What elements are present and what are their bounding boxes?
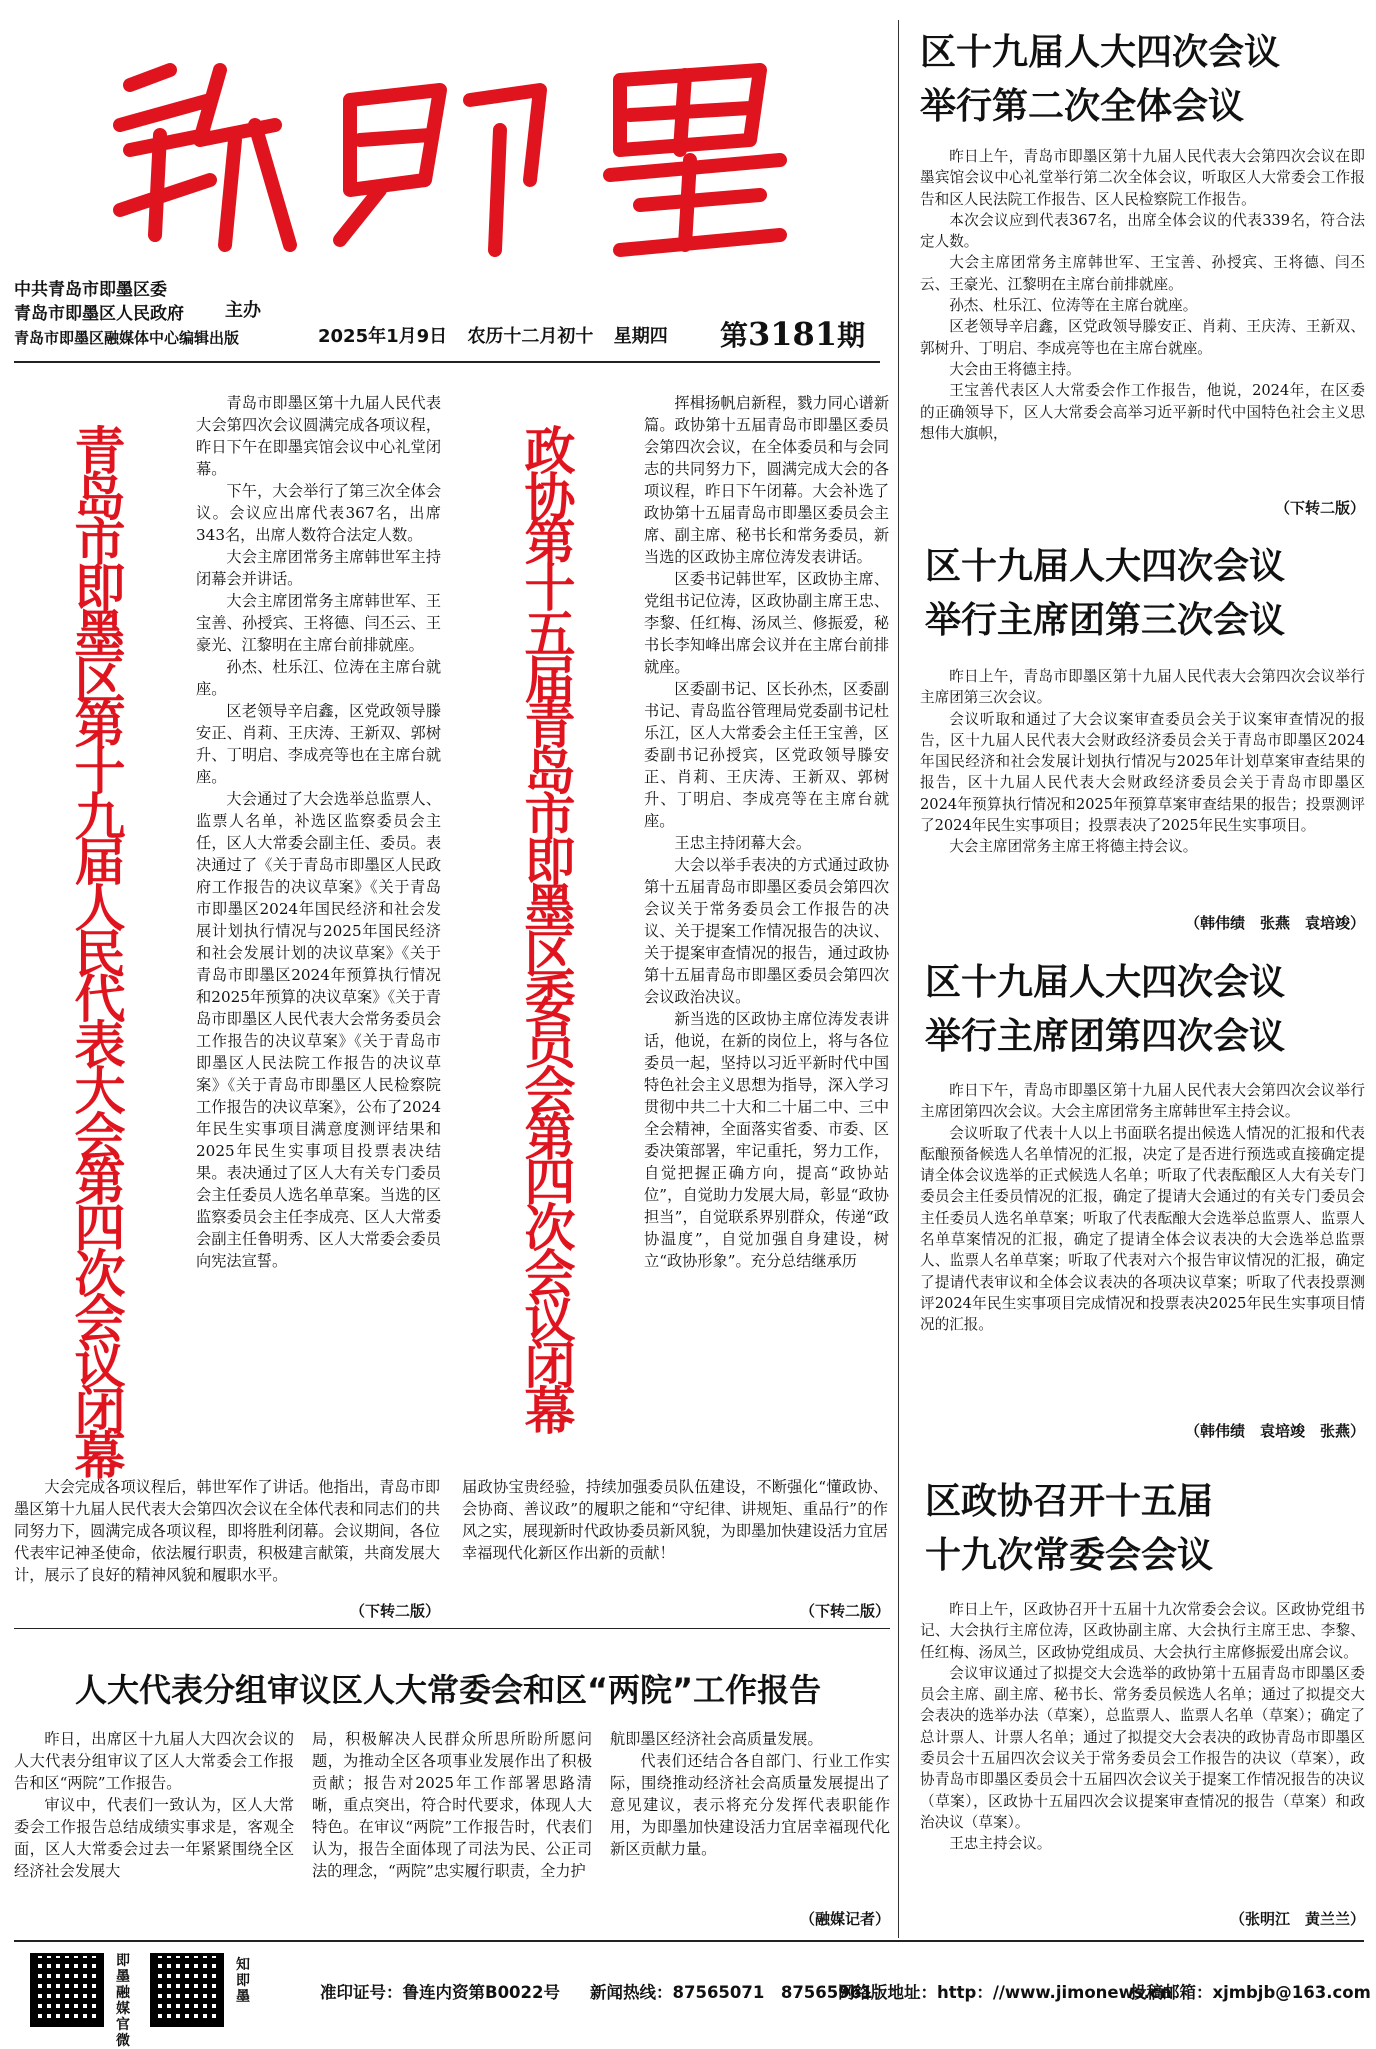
paragraph: 大会主席团常务主席韩世军、王宝善、孙授宾、王将德、闫丕云、王豪光、江黎明在主席台前排就座。: [196, 592, 441, 654]
dateline: [318, 322, 682, 348]
column-rule: [898, 20, 899, 1938]
publisher-lines: [14, 278, 239, 350]
paragraph: 大会完成各项议程后，韩世军作了讲话。他指出，青岛市即墨区第十九届人民代表大会第四次会议在全体代表和同志们的共同努力下，圆满完成各项议程，即将胜利闭幕。会议期间，各位代表牢记神圣使命，依法履行职责，积极建言献策，共商发展大计，展示了良好的精神风貌和履职水平。: [14, 1478, 440, 1584]
paragraph: 会议听取了代表十人以上书面联名提出候选人情况的汇报和代表酝酿预备候选人名单情况的汇报，决定了是否进行预选或直接确定提请全体会议选举的正式候选人名单；听取了代表酝酿区人大有关专门委员会主任委员情况的汇报，确定了提请大会通过的有关专门委员会主任委员人选名单草案；听取了代表酝酿大会选举总监票人、监票人名单草案情况的汇报，确定了提请全体会议表决的大会选举总监票人、监票人名单草案；听取了代表对六个报告审议情况的汇报，确定了提请代表审议和全体会议表决的各项决议草案；听取了代表投票测评2024年民生实事项目完成情况和投票表决2025年民生实事项目情况的汇报。: [920, 1124, 1365, 1334]
paragraph: 区老领导辛启鑫，区党政领导滕安正、肖莉、王庆涛、王新双、郭树升、丁明启、李成亮等也在主席台就座。: [196, 702, 441, 786]
paragraph: 本次会议应到代表367名，出席全体会议的代表339名，符合法定人数。: [920, 211, 1365, 251]
lead2-body: [644, 392, 889, 1272]
publisher-line: 中共青岛市即墨区委: [14, 280, 167, 300]
qr-label: 即墨融媒官微: [116, 1953, 130, 2049]
lead1-body: [196, 392, 441, 1272]
right1-sign: （下转二版）: [1274, 499, 1365, 517]
paragraph: 大会以举手表决的方式通过政协第十五届青岛市即墨区委员会第四次会议关于常务委员会工作报告的决议、关于提案工作情况报告的决议、关于提案审查情况的报告，通过政协第十五届青岛市即墨区委员会第四次会议政治决议。: [644, 856, 889, 1006]
lead2-headline: 政协第十五届青岛市即墨区委员会第四次会议闭幕: [524, 423, 576, 1442]
right4-title: 区政协召开十五届 十九次常委会会议: [925, 1481, 1214, 1576]
paragraph: 孙杰、杜乐江、位涛在主席台就座。: [196, 658, 441, 698]
website-link[interactable]: 网络版地址：http：//www.jimonews.cn: [838, 1983, 1172, 2002]
right2-sign: （韩伟绩 张燕 袁培竣）: [1184, 914, 1365, 932]
right2-body: [920, 666, 1365, 858]
paragraph: 大会主席团常务主席韩世军、王宝善、孙授宾、王将德、闫丕云、王豪光、江黎明在主席台前排就座。: [920, 254, 1365, 293]
paragraph: 大会由王将德主持。: [949, 360, 1081, 378]
lunar-date: 农历十二月初十: [467, 326, 594, 347]
bottom-col1: [14, 1728, 294, 1882]
right3-title: 区十九届人大四次会议 举行主席团第四次会议: [925, 962, 1286, 1057]
bottom-col3: [610, 1728, 890, 1860]
footer: [0, 1945, 1376, 2049]
right4-body: [920, 1599, 1365, 1855]
right1-title: 区十九届人大四次会议 举行第二次全体会议: [920, 32, 1281, 127]
paragraph: 区委书记韩世军，区政协主席、党组书记位涛，区政协副主席王忠、李黎、任红梅、汤凤兰、修振爱，秘书长李知峰出席会议并在主席台前排就座。: [644, 570, 889, 676]
paragraph: 区委副书记、区长孙杰，区委副书记、青岛监谷管理局党委副书记杜乐江，区人大常委会主任王宝善，区委副书记孙授宾，区党政领导滕安正、肖莉、王庆涛、王新双、郭树升、丁明启、李成亮等在主席台就座。: [644, 680, 889, 830]
license-number: 准印证号：鲁连内资第B0022号: [320, 1983, 560, 2002]
paragraph: 王忠主持会议。: [949, 1835, 1052, 1853]
email-link[interactable]: 投稿邮箱：xjmbjb@163.com: [1130, 1983, 1371, 2002]
paragraph: 会议听取和通过了大会议案审查委员会关于议案审查情况的报告，区十九届人民代表大会财政经济委员会关于青岛市即墨区2024年国民经济和社会发展计划执行情况与2025年计划草案审查结果的报告，区十九届人民代表大会财政经济委员会关于青岛市即墨区2024年预算执行情况和2025年预算草案审查结果的报告；投票测评了2024年民生实事项目；投票表决了2025年民生实事项目。: [920, 710, 1365, 835]
weekday: 星期四: [613, 326, 668, 347]
masthead-rule: [14, 361, 880, 363]
paragraph: 届政协宝贵经验，持续加强委员队伍建设，不断强化“懂政协、会协商、善议政”的履职之能和“守纪律、讲规矩、重品行”的作风之实，展现新时代政协委员新风貌，为即墨加快建设活力宜居幸福现代化新区作出新的贡献！: [462, 1478, 888, 1562]
masthead-logo: [60, 30, 840, 270]
qr-code-icon[interactable]: [150, 1953, 224, 2027]
paragraph: 航即墨区经济社会高质量发展。: [610, 1730, 823, 1748]
right3-body: [920, 1080, 1365, 1336]
bottom-col2: [312, 1728, 592, 1882]
host-label: 主办: [225, 300, 261, 321]
right4-sign: （张明江 黄兰兰）: [1229, 1910, 1365, 1928]
paragraph: 大会主席团常务主席王将德主持会议。: [949, 838, 1198, 856]
footer-rule: [14, 1940, 1364, 1942]
right3-sign: （韩伟绩 袁培竣 张燕）: [1184, 1422, 1365, 1440]
divider: [14, 1628, 890, 1629]
lead2-continued: （下转二版）: [799, 1602, 890, 1620]
paragraph: 昨日上午，青岛市即墨区第十九届人民代表大会第四次会议在即墨宾馆会议中心礼堂举行第二次全体会议，听取区人大常委会工作报告和区人民法院工作报告、区人民检察院工作报告。: [920, 148, 1365, 208]
paragraph: 青岛市即墨区第十九届人民代表大会第四次会议圆满完成各项议程，昨日下午在即墨宾馆会议中心礼堂闭幕。: [196, 394, 441, 478]
paragraph: 审议中，代表们一致认为，区人大常委会工作报告总结成绩实事求是，客观全面，区人大常委会过去一年紧紧围绕全区经济社会发展大: [14, 1796, 294, 1880]
lead1-continued: （下转二版）: [349, 1602, 440, 1620]
right1-body: [920, 146, 1365, 444]
paragraph: 王宝善代表区人大常委会作工作报告，他说，2024年，在区委的正确领导下，区人大常委会高举习近平新时代中国特色社会主义思想伟大旗帜，: [920, 382, 1365, 442]
right2-title: 区十九届人大四次会议 举行主席团第三次会议: [925, 546, 1286, 641]
paragraph: 昨日上午，青岛市即墨区第十九届人民代表大会第四次会议举行主席团第三次会议。: [920, 668, 1365, 707]
lead1-headline: 青岛市即墨区第十九届人民代表大会第四次会议闭幕: [74, 423, 126, 1488]
paragraph: 孙杰、杜乐江、位涛等在主席台就座。: [949, 297, 1198, 315]
paragraph: 昨日上午，区政协召开十五届十九次常委会会议。区政协党组书记、大会执行主席位涛，区政协副主席、大会执行主席王忠、李黎、任红梅、汤凤兰，区政协党组成员、大会执行主席修振爱出席会议。: [920, 1601, 1365, 1661]
bottom-title: 人大代表分组审议区人大常委会和区“两院”工作报告: [75, 1671, 822, 1709]
qr-code-icon[interactable]: [30, 1953, 104, 2027]
paragraph: 新当选的区政协主席位涛发表讲话，他说，在新的岗位上，将与各位委员一起，坚持以习近平新时代中国特色社会主义思想为指导，深入学习贯彻中共二十大和二十届二中、三中全会精神，全面落实省委、市委、区委决策部署，牢记重托，努力工作，自觉把握正确方向，提高“政协站位”，自觉助力发展大局，彰显“政协担当”，自觉联系界别群众，传递“政协温度”，自觉加强自身建设，树立“政协形象”。充分总结继承历: [644, 1010, 889, 1270]
paragraph: 会议审议通过了拟提交大会选举的政协第十五届青岛市即墨区委员会主席、副主席、秘书长、常务委员候选人名单；通过了拟提交大会表决的选举办法（草案），总监票人、监票人名单（草案）；确定了总计票人、计票人名单；通过了拟提交大会表决的政协青岛市即墨区委员会十五届四次会议关于常务委员会工作报告的决议（草案），政协青岛市即墨区委员会十五届四次会议关于提案工作情况报告的决议（草案），区政协十五届四次会议提案审查情况的报告（草案）和政治决议（草案）。: [920, 1664, 1365, 1831]
news-hotline: 新闻热线：87565071 87565961: [590, 1983, 873, 2002]
paragraph: 大会通过了大会选举总监票人、监票人名单，补选区监察委员会主任，区人大常委会副主任、委员。表决通过了《关于青岛市即墨区人民政府工作报告的决议草案》《关于青岛市即墨区2024年国民经济和社会发展计划执行情况与2025年国民经济和社会发展计划的决议草案》《关于青岛市即墨区2024年预算执行情况和2025年预算的决议草案》《关于青岛市即墨区人民代表大会常务委员会工作报告的决议草案》《关于青岛市即墨区人民法院工作报告的决议草案》《关于青岛市即墨区人民检察院工作报告的决议草案》，公布了2024年民生实事项目满意度测评结果和2025年民生实事项目投票表决结果。表决通过了区人大有关专门委员会主任委员人选名单草案。当选的区监察委员会主任李成亮、区人大常委会副主任鲁明秀、区人大常委会委员向宪法宣誓。: [196, 790, 441, 1270]
paragraph: 下午，大会举行了第三次全体会议。会议应出席代表367名，出席343名，出席人数符合法定人数。: [196, 482, 441, 544]
lead1-tail: [14, 1476, 440, 1586]
bottom-sign: （融媒记者）: [799, 1910, 890, 1928]
paragraph: 区老领导辛启鑫，区党政领导滕安正、肖莉、王庆涛、王新双、郭树升、丁明启、李成亮等也在主席台就座。: [920, 318, 1365, 357]
paragraph: 代表们还结合各自部门、行业工作实际，围绕推动经济社会高质量发展提出了意见建议，表示将充分发挥代表职能作用，为即墨加快建设活力宜居幸福现代化新区贡献力量。: [610, 1752, 890, 1858]
paragraph: 王忠主持闭幕大会。: [674, 834, 812, 852]
paragraph: 挥楫扬帆启新程，戮力同心谱新篇。政协第十五届青岛市即墨区委员会第四次会议，在全体委员和与会同志的共同努力下，圆满完成大会的各项议程，昨日下午闭幕。大会补选了政协第十五届青岛市即墨区委员会主席、副主席、秘书长和常务委员，新当选的区政协主席位涛发表讲话。: [644, 394, 889, 566]
paragraph: 昨日下午，青岛市即墨区第十九届人民代表大会第四次会议举行主席团第四次会议。大会主席团常务主席韩世军主持会议。: [920, 1082, 1365, 1121]
issue-number: 第3181期: [720, 315, 866, 353]
publisher-line: 青岛市即墨区人民政府: [14, 304, 184, 324]
paragraph: 局，积极解决人民群众所思所盼所愿问题，为推动全区各项事业发展作出了积极贡献；报告对2025年工作部署思路清晰，重点突出，符合时代要求，体现人大特色。在审议“两院”工作报告时，代表们认为，报告全面体现了司法为民、公正司法的理念，“两院”忠实履行职责，全力护: [312, 1730, 592, 1880]
paragraph: 昨日，出席区十九届人大四次会议的人大代表分组审议了区人大常委会工作报告和区“两院”工作报告。: [14, 1730, 294, 1792]
publisher-line: 青岛市即墨区融媒体中心编辑出版: [14, 329, 240, 347]
paragraph: 大会主席团常务主席韩世军主持闭幕会并讲话。: [196, 548, 441, 588]
qr-label: 知即墨: [236, 1957, 250, 2005]
lead2-tail: [462, 1476, 888, 1564]
issue-date: 2025年1月9日: [318, 326, 448, 347]
